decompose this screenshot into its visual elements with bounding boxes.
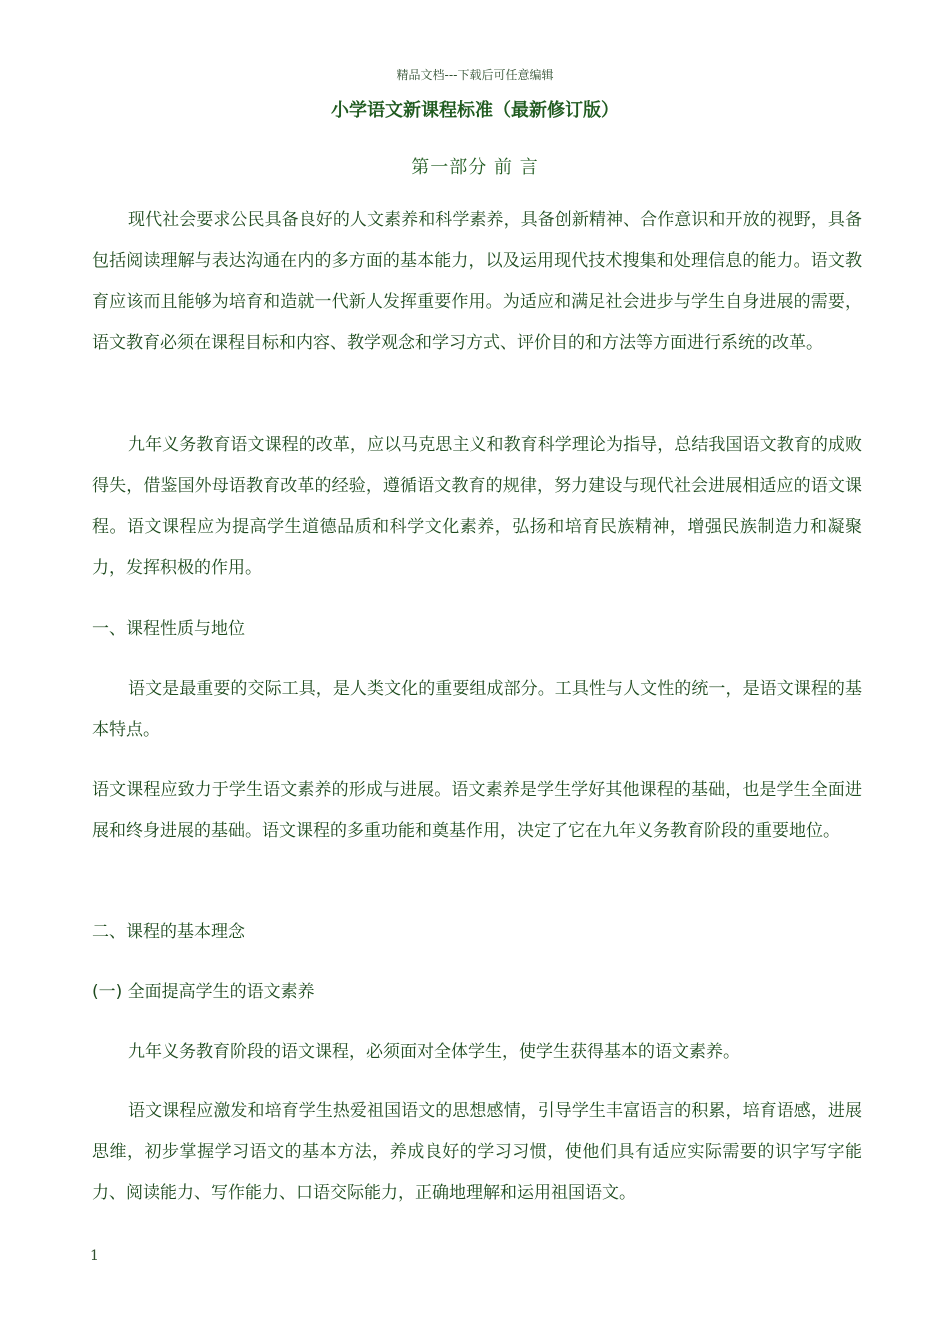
heading-course-nature: 一、课程性质与地位: [92, 619, 245, 639]
section-title: 第一部分 前 言: [411, 157, 539, 178]
paragraph-1: 现代社会要求公民具备良好的人文素养和科学素养，具备创新精神、合作意识和开放的视野，具备包括阅读理解与表达沟通在内的多方面的基本能力，以及运用现代技术搜集和处理信息的能力。语文教育应该而且能够为培育和造就一代新人发挥重要作用。为适应和满足社会进步与学生自身进展的需要，语文教育必须在课程目标和内容、教学观念和学习方式、评价目的和方法等方面进行系统的改革。: [92, 210, 862, 353]
document-title: 小学语文新课程标准（最新修订版）: [331, 100, 619, 121]
heading-basic-concepts: 二、课程的基本理念: [92, 922, 245, 942]
page-number: 1: [90, 1248, 99, 1264]
paragraph-6: 语文课程应激发和培育学生热爱祖国语文的思想感情，引导学生丰富语言的积累，培育语感，进展思维，初步掌握学习语文的基本方法，养成良好的学习习惯，使他们具有适应实际需要的识字写字能力、阅读能力、写作能力、口语交际能力，正确地理解和运用祖国语文。: [92, 1101, 862, 1203]
paragraph-5: 九年义务教育阶段的语文课程，必须面对全体学生，使学生获得基本的语文素养。: [128, 1042, 740, 1062]
paragraph-4: 语文课程应致力于学生语文素养的形成与进展。语文素养是学生学好其他课程的基础，也是学生全面进展和终身进展的基础。语文课程的多重功能和奠基作用，决定了它在九年义务教育阶段的重要地位。: [92, 780, 862, 841]
subheading-literacy: (一) 全面提高学生的语文素养: [92, 982, 315, 1002]
paragraph-2: 九年义务教育语文课程的改革，应以马克思主义和教育科学理论为指导，总结我国语文教育的成败得失，借鉴国外母语教育改革的经验，遵循语文教育的规律，努力建设与现代社会进展相适应的语文课程。语文课程应为提高学生道德品质和科学文化素养，弘扬和培育民族精神，增强民族制造力和凝聚力，发挥积极的作用。: [92, 435, 862, 578]
paragraph-3: 语文是最重要的交际工具，是人类文化的重要组成部分。工具性与人文性的统一，是语文课程的基本特点。: [92, 679, 862, 740]
header-note: 精品文档---下载后可任意编辑: [396, 68, 554, 82]
